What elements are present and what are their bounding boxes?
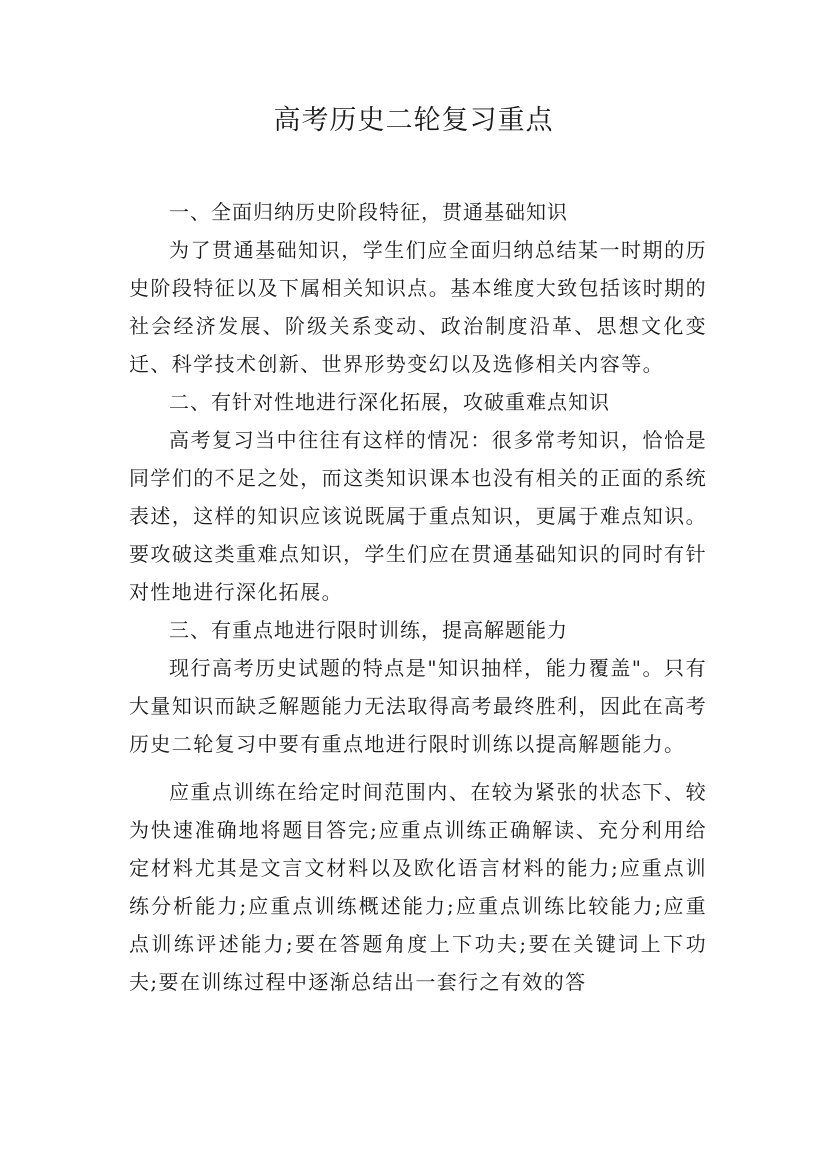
section-2-heading: 二、有针对性地进行深化拓展，攻破重难点知识 (169, 390, 610, 414)
section-3-heading: 三、有重点地进行限时训练，提高解题能力 (169, 618, 568, 642)
section-3-paragraph: 现行高考历史试题的特点是"知识抽样，能力覆盖"。只有大量知识而缺乏解题能力无法取得高考最终胜利，因此在高考历史二轮复习中要有重点地进行限时训练以提高解题能力。 (129, 656, 707, 756)
section-2-paragraph: 高考复习当中往往有这样的情况：很多常考知识，恰恰是同学们的不足之处，而这类知识课本也没有相关的正面的系统表述，这样的知识应该说既属于重点知识，更属于难点知识。要攻破这类重难点知识，学生们应在贯通基础知识的同时有针对性地进行深化拓展。 (129, 428, 707, 604)
section-1-paragraph: 为了贯通基础知识，学生们应全面归纳总结某一时期的历史阶段特征以及下属相关知识点。基本维度大致包括该时期的社会经济发展、阶级关系变动、政治制度沿革、思想文化变迁、科学技术创新、世界形势变幻以及选修相关内容等。 (129, 238, 707, 376)
section-1-heading: 一、全面归纳历史阶段特征，贯通基础知识 (169, 200, 568, 224)
training-paragraph: 应重点训练在给定时间范围内、在较为紧张的状态下、较为快速准确地将题目答完;应重点训练正确解读、充分利用给定材料尤其是文言文材料以及欧化语言材料的能力;应重点训练分析能力;应重点训练概述能力;应重点训练比较能力;应重点训练评述能力;要在答题角度上下功夫;要在关键词上下功夫;要在训练过程中逐渐总结出一套行之有效的答 (129, 780, 707, 994)
document-body (129, 193, 707, 1001)
document-title: 高考历史二轮复习重点 (273, 105, 554, 136)
